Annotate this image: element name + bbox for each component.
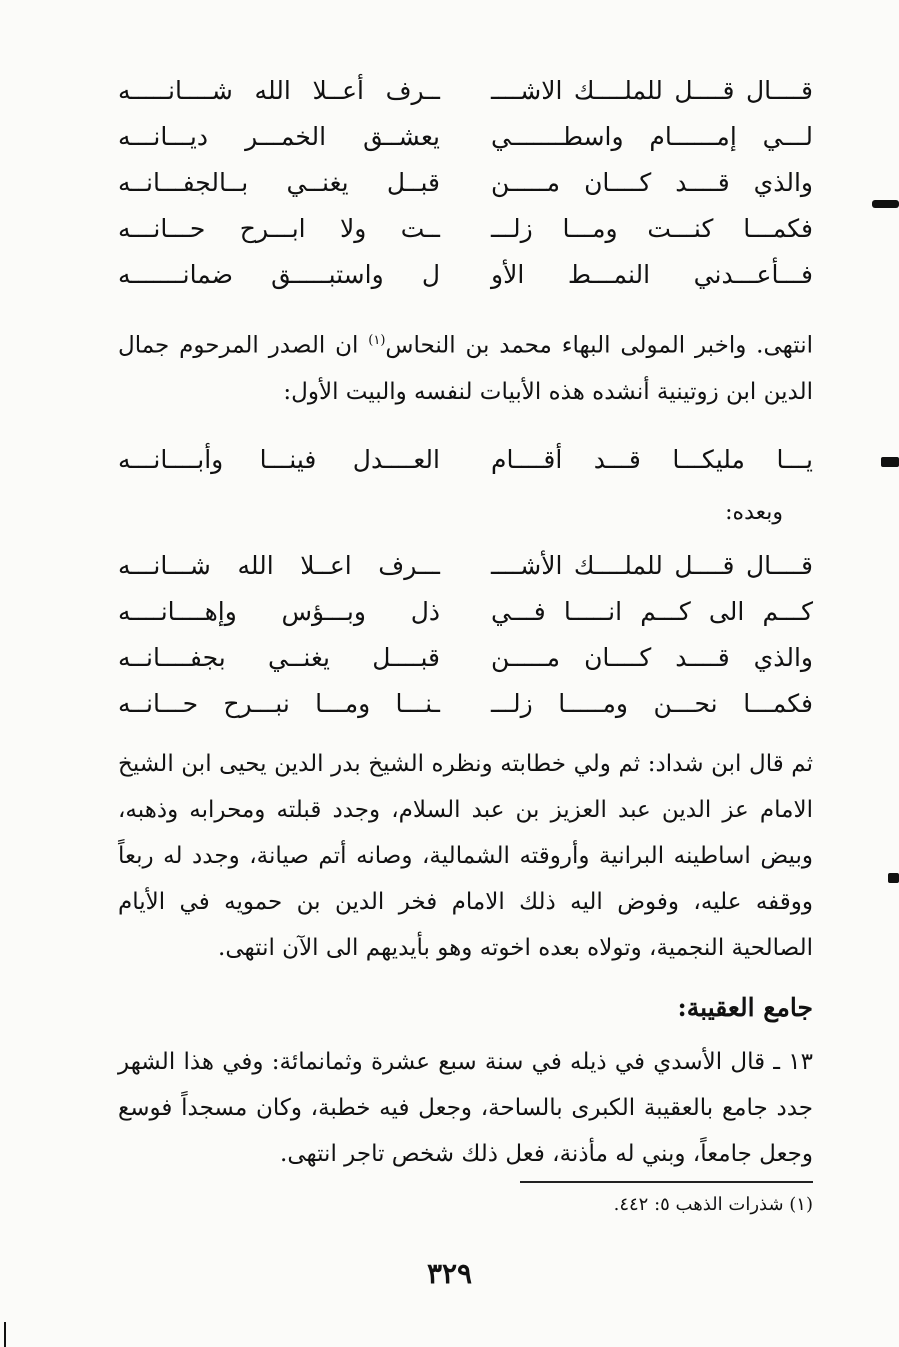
verse-first-hemistich: لـــي إمــــــام واسطـــــــي xyxy=(491,122,813,151)
footnote: (١) شذرات الذهب ٥: ٤٤٢. xyxy=(613,1194,813,1215)
verse-second-hemistich: ـــرف اعــلا الله شـــانـــه xyxy=(118,550,440,580)
paragraph-two: ثم قال ابن شداد: ثم ولي خطابته ونظره الشيخ بدر الدين يحيى ابن الشيخ الامام عز الدين عبد العزيز بن عبد السلام، وجدد قبلته ومحرابه وذهبه، وبيض اساطينه البرانية وأروقته الشمالية، وصانه أتم صيانة، وجدد له ربعاً ووقفه عليه، وفوض اليه ذلك الامام فخر الدين بن حمويه في الأيام الصالحية النجمية، وتولاه بعده اخوته وهو بأيديهم الى الآن انتهى. xyxy=(118,750,813,961)
verse-first-hemistich: فكمـــا كنـــت ومـــا زلـــ xyxy=(491,214,813,243)
verse-line xyxy=(118,114,813,160)
poem-two xyxy=(118,543,813,727)
scan-edge-mark xyxy=(4,1322,6,1347)
scan-edge-mark xyxy=(872,200,899,208)
verse-first-hemistich: والذي قــــد كــــان مـــــن xyxy=(491,168,813,197)
after-label: وبعده: xyxy=(725,499,783,525)
paragraph-three: ١٣ ـ قال الأسدي في ذيله في سنة سبع عشرة وثمانمائة: وفي هذا الشهر جدد جامع بالعقيبة الكبرى بالساحة، وجعل فيه خطبة، وكان مسجداً فوسع وجعل جامعاً، وبني له مأذنة، فعل ذلك شخص تاجر انتهى. xyxy=(118,1048,813,1167)
paragraph-one-start: انتهى. واخبر المولى البهاء محمد بن النحاس xyxy=(385,332,813,359)
page-body xyxy=(118,68,813,1177)
verse-second-hemistich: ل واستبـــــق ضمانـــــــه xyxy=(118,260,440,289)
verse-second-hemistich: ذل وبـــؤس وإهــــانــــه xyxy=(118,596,440,626)
verse-second-hemistich: قبــل يغنــي بــالجفـــانــه xyxy=(118,168,440,197)
section-heading: جامع العقيبة: xyxy=(677,992,813,1022)
poem-one xyxy=(118,68,813,298)
verse-second-hemistich: ــت ولا ابـــرح حـــانـــه xyxy=(118,214,440,243)
verse-line xyxy=(118,252,813,298)
verse-line xyxy=(118,543,813,589)
verse-first-hemistich: يـــا مليكـــا قـــد أقــــام xyxy=(491,444,813,474)
verse-line xyxy=(118,206,813,252)
verse-line xyxy=(118,589,813,635)
footnote-marker[interactable]: (١) xyxy=(368,333,386,348)
first-verse xyxy=(118,437,813,483)
verse-second-hemistich: ــرف أعــلا الله شــــانـــــه xyxy=(118,76,440,105)
footnote-divider xyxy=(520,1181,813,1183)
verse-first-hemistich: قــــال قــــل للملــــك الاشــــ xyxy=(491,76,813,105)
verse-line xyxy=(118,68,813,114)
scan-edge-mark xyxy=(881,457,899,467)
verse-second-hemistich: ـنـــا ومـــا نبـــرح حـــانــه xyxy=(118,688,440,718)
verse-second-hemistich: يعشــق الخمـــر ديـــانـــه xyxy=(118,122,440,151)
verse-second-hemistich: العــــدل فينـــا وأبــــانـــه xyxy=(118,444,440,474)
page-number: ٣٢٩ xyxy=(426,1257,473,1290)
verse-line xyxy=(118,160,813,206)
verse-line xyxy=(118,681,813,727)
paragraph-one-end: ان الصدر المرحوم جمال الدين ابن زوتينية أنشده هذه الأبيات لنفسه والبيت الأول: xyxy=(118,332,813,405)
verse-first-hemistich: كـــم الى كـــم انـــــا فـــي xyxy=(491,596,813,626)
verse-first-hemistich: والذي قــــد كــــان مـــــن xyxy=(491,642,813,672)
verse-first-hemistich: فكمـــا نحـــن ومـــــا زلـــ xyxy=(491,688,813,718)
verse-first-hemistich: قــــال قــــل للملــــك الأشــــ xyxy=(491,550,813,580)
paragraph-one xyxy=(118,318,813,415)
scan-edge-mark xyxy=(888,873,899,883)
verse-second-hemistich: قبــــل يغنــي بجفــــانــه xyxy=(118,642,440,672)
verse-line xyxy=(118,635,813,681)
verse-first-hemistich: فـــأعـــدني النمـــط الأو xyxy=(491,260,813,289)
